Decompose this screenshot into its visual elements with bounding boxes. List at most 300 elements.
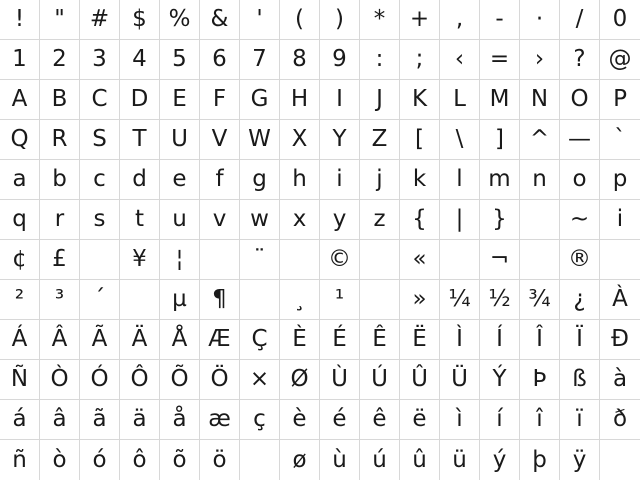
glyph-character: È bbox=[292, 326, 307, 352]
glyph-cell[interactable] bbox=[320, 440, 360, 480]
glyph-cell[interactable] bbox=[40, 80, 80, 120]
glyph-cell[interactable] bbox=[0, 80, 40, 120]
glyph-cell[interactable] bbox=[80, 400, 120, 440]
glyph-cell[interactable] bbox=[0, 40, 40, 80]
glyph-cell[interactable] bbox=[240, 320, 280, 360]
glyph-character: Q bbox=[10, 126, 29, 152]
glyph-cell[interactable] bbox=[560, 280, 600, 320]
glyph-character: î bbox=[536, 406, 543, 432]
glyph-cell[interactable] bbox=[160, 80, 200, 120]
glyph-cell[interactable] bbox=[560, 320, 600, 360]
glyph-character: a bbox=[12, 166, 27, 192]
glyph-cell[interactable] bbox=[320, 120, 360, 160]
glyph-cell[interactable] bbox=[320, 200, 360, 240]
glyph-cell[interactable] bbox=[0, 280, 40, 320]
glyph-cell[interactable] bbox=[120, 320, 160, 360]
glyph-cell[interactable] bbox=[40, 40, 80, 80]
glyph-character: 9 bbox=[332, 46, 347, 72]
glyph-cell[interactable] bbox=[360, 360, 400, 400]
glyph-cell[interactable] bbox=[280, 160, 320, 200]
glyph-character: 5 bbox=[172, 46, 187, 72]
glyph-cell[interactable] bbox=[400, 360, 440, 400]
glyph-character: è bbox=[292, 406, 307, 432]
glyph-character: [ bbox=[415, 126, 424, 152]
glyph-cell[interactable] bbox=[400, 440, 440, 480]
glyph-cell[interactable] bbox=[480, 360, 520, 400]
glyph-cell[interactable] bbox=[480, 280, 520, 320]
glyph-character: ¦ bbox=[175, 246, 184, 272]
glyph-character: m bbox=[488, 166, 511, 192]
glyph-character: × bbox=[249, 366, 270, 392]
glyph-cell[interactable] bbox=[200, 200, 240, 240]
glyph-cell[interactable] bbox=[320, 80, 360, 120]
glyph-character: Ä bbox=[131, 326, 148, 352]
glyph-character: X bbox=[291, 126, 308, 152]
glyph-cell[interactable] bbox=[160, 320, 200, 360]
glyph-character: ^ bbox=[529, 126, 550, 152]
glyph-cell[interactable] bbox=[280, 40, 320, 80]
glyph-cell[interactable] bbox=[80, 360, 120, 400]
glyph-character: Ð bbox=[611, 326, 629, 352]
glyph-cell[interactable] bbox=[160, 0, 200, 40]
glyph-cell[interactable] bbox=[120, 160, 160, 200]
glyph-cell[interactable] bbox=[480, 200, 520, 240]
glyph-character: F bbox=[212, 86, 227, 112]
glyph-cell[interactable] bbox=[440, 440, 480, 480]
glyph-cell[interactable] bbox=[520, 120, 560, 160]
glyph-cell[interactable] bbox=[120, 280, 160, 320]
glyph-cell[interactable] bbox=[440, 80, 480, 120]
glyph-cell[interactable] bbox=[80, 40, 120, 80]
glyph-cell[interactable] bbox=[520, 80, 560, 120]
glyph-cell[interactable] bbox=[80, 200, 120, 240]
glyph-character: ¥ bbox=[132, 246, 147, 272]
glyph-cell[interactable] bbox=[240, 40, 280, 80]
glyph-cell[interactable] bbox=[40, 400, 80, 440]
glyph-cell[interactable] bbox=[40, 440, 80, 480]
glyph-cell[interactable] bbox=[280, 400, 320, 440]
glyph-cell[interactable] bbox=[480, 0, 520, 40]
glyph-character: 8 bbox=[292, 46, 307, 72]
glyph-character: v bbox=[212, 206, 227, 232]
glyph-cell[interactable] bbox=[280, 200, 320, 240]
glyph-cell[interactable] bbox=[120, 240, 160, 280]
glyph-cell[interactable] bbox=[320, 280, 360, 320]
glyph-cell[interactable] bbox=[480, 40, 520, 80]
glyph-character: ~ bbox=[569, 206, 590, 232]
glyph-cell[interactable] bbox=[600, 200, 640, 240]
glyph-cell[interactable] bbox=[40, 240, 80, 280]
glyph-cell[interactable] bbox=[600, 440, 640, 480]
glyph-cell[interactable] bbox=[400, 280, 440, 320]
glyph-character: æ bbox=[208, 406, 231, 432]
glyph-cell[interactable] bbox=[400, 0, 440, 40]
glyph-cell[interactable] bbox=[200, 240, 240, 280]
glyph-character: Ô bbox=[130, 366, 149, 392]
glyph-character: Ö bbox=[210, 366, 229, 392]
glyph-character: á bbox=[12, 406, 27, 432]
glyph-cell[interactable] bbox=[40, 360, 80, 400]
glyph-character: ò bbox=[52, 446, 67, 473]
glyph-cell[interactable] bbox=[600, 400, 640, 440]
glyph-character: Ó bbox=[90, 366, 109, 392]
glyph-cell[interactable] bbox=[600, 320, 640, 360]
glyph-cell[interactable] bbox=[520, 440, 560, 480]
glyph-cell[interactable] bbox=[400, 40, 440, 80]
glyph-character: ' bbox=[256, 6, 263, 32]
glyph-cell[interactable] bbox=[0, 200, 40, 240]
glyph-cell[interactable] bbox=[160, 360, 200, 400]
glyph-character: ã bbox=[92, 406, 107, 432]
glyph-cell[interactable] bbox=[440, 400, 480, 440]
glyph-cell[interactable] bbox=[320, 0, 360, 40]
glyph-cell[interactable] bbox=[560, 120, 600, 160]
glyph-cell[interactable] bbox=[600, 280, 640, 320]
glyph-character: µ bbox=[172, 286, 187, 312]
glyph-character: Ø bbox=[290, 366, 309, 392]
glyph-cell[interactable] bbox=[360, 160, 400, 200]
glyph-cell[interactable] bbox=[160, 440, 200, 480]
glyph-cell[interactable] bbox=[360, 0, 400, 40]
glyph-character: % bbox=[168, 6, 191, 32]
glyph-character: ¹ bbox=[334, 286, 345, 312]
glyph-character: O bbox=[570, 86, 589, 112]
glyph-cell[interactable] bbox=[560, 440, 600, 480]
glyph-cell[interactable] bbox=[40, 160, 80, 200]
glyph-cell[interactable] bbox=[280, 80, 320, 120]
glyph-cell[interactable] bbox=[480, 440, 520, 480]
glyph-cell[interactable] bbox=[240, 400, 280, 440]
glyph-cell[interactable] bbox=[320, 240, 360, 280]
glyph-character: b bbox=[52, 166, 67, 192]
glyph-character: ¶ bbox=[212, 286, 227, 312]
glyph-character: N bbox=[530, 86, 549, 112]
glyph-character: ´ bbox=[93, 286, 106, 312]
glyph-cell[interactable] bbox=[600, 0, 640, 40]
glyph-cell[interactable] bbox=[480, 240, 520, 280]
glyph-character: G bbox=[250, 86, 269, 112]
glyph-character: ø bbox=[292, 446, 307, 473]
glyph-cell[interactable] bbox=[80, 80, 120, 120]
glyph-character: õ bbox=[172, 446, 187, 473]
glyph-character: Û bbox=[411, 366, 428, 392]
glyph-cell[interactable] bbox=[400, 200, 440, 240]
glyph-cell[interactable] bbox=[440, 360, 480, 400]
glyph-character: Õ bbox=[170, 366, 189, 392]
glyph-cell[interactable] bbox=[280, 240, 320, 280]
glyph-cell[interactable] bbox=[120, 0, 160, 40]
glyph-character: ë bbox=[412, 406, 427, 432]
glyph-cell[interactable] bbox=[80, 240, 120, 280]
glyph-cell[interactable] bbox=[560, 200, 600, 240]
glyph-cell[interactable] bbox=[80, 280, 120, 320]
glyph-cell[interactable] bbox=[520, 280, 560, 320]
glyph-cell[interactable] bbox=[160, 120, 200, 160]
glyph-cell[interactable] bbox=[600, 360, 640, 400]
glyph-character: Ì bbox=[456, 326, 463, 352]
glyph-character: Ë bbox=[412, 326, 427, 352]
glyph-cell[interactable] bbox=[520, 240, 560, 280]
glyph-cell[interactable] bbox=[280, 280, 320, 320]
glyph-character: ä bbox=[132, 406, 147, 432]
glyph-character: Ý bbox=[492, 366, 507, 392]
glyph-character: é bbox=[332, 406, 347, 432]
glyph-cell[interactable] bbox=[0, 120, 40, 160]
glyph-cell[interactable] bbox=[440, 0, 480, 40]
glyph-cell[interactable] bbox=[120, 120, 160, 160]
glyph-character: J bbox=[376, 86, 383, 112]
glyph-cell[interactable] bbox=[80, 160, 120, 200]
glyph-cell[interactable] bbox=[120, 360, 160, 400]
glyph-cell[interactable] bbox=[560, 240, 600, 280]
glyph-cell[interactable] bbox=[520, 40, 560, 80]
glyph-cell[interactable] bbox=[400, 320, 440, 360]
glyph-character: ( bbox=[295, 6, 304, 32]
glyph-cell[interactable] bbox=[440, 320, 480, 360]
glyph-cell[interactable] bbox=[440, 40, 480, 80]
glyph-cell[interactable] bbox=[360, 200, 400, 240]
glyph-character: s bbox=[93, 206, 106, 232]
glyph-cell[interactable] bbox=[200, 40, 240, 80]
glyph-cell[interactable] bbox=[280, 360, 320, 400]
glyph-character: E bbox=[172, 86, 187, 112]
glyph-character: & bbox=[210, 6, 229, 32]
glyph-character: Í bbox=[496, 326, 503, 352]
glyph-cell[interactable] bbox=[200, 160, 240, 200]
glyph-character: i bbox=[616, 206, 624, 232]
glyph-cell[interactable] bbox=[280, 0, 320, 40]
glyph-cell[interactable] bbox=[80, 440, 120, 480]
glyph-character: | bbox=[455, 206, 464, 232]
glyph-cell[interactable] bbox=[200, 320, 240, 360]
glyph-cell[interactable] bbox=[600, 40, 640, 80]
glyph-cell[interactable] bbox=[520, 360, 560, 400]
glyph-character: ß bbox=[572, 366, 587, 392]
glyph-character: ³ bbox=[54, 286, 65, 312]
glyph-cell[interactable] bbox=[200, 0, 240, 40]
glyph-cell[interactable] bbox=[360, 240, 400, 280]
glyph-cell[interactable] bbox=[560, 360, 600, 400]
glyph-character: 7 bbox=[252, 46, 267, 72]
glyph-character: å bbox=[172, 406, 187, 432]
glyph-character: y bbox=[332, 206, 347, 232]
glyph-cell[interactable] bbox=[240, 120, 280, 160]
glyph-cell[interactable] bbox=[280, 440, 320, 480]
glyph-cell[interactable] bbox=[240, 440, 280, 480]
glyph-character: S bbox=[92, 126, 107, 152]
glyph-character: Ú bbox=[371, 366, 388, 392]
glyph-character: Å bbox=[171, 326, 188, 352]
glyph-cell[interactable] bbox=[320, 160, 360, 200]
glyph-character: A bbox=[11, 86, 28, 112]
glyph-character: n bbox=[532, 166, 547, 192]
glyph-cell[interactable] bbox=[160, 280, 200, 320]
glyph-cell[interactable] bbox=[280, 320, 320, 360]
glyph-cell[interactable] bbox=[440, 280, 480, 320]
glyph-cell[interactable] bbox=[160, 40, 200, 80]
glyph-cell[interactable] bbox=[520, 160, 560, 200]
glyph-cell[interactable] bbox=[0, 360, 40, 400]
glyph-cell[interactable] bbox=[0, 240, 40, 280]
glyph-cell[interactable] bbox=[80, 120, 120, 160]
glyph-character: ô bbox=[132, 446, 147, 473]
glyph-character: Ò bbox=[50, 366, 69, 392]
glyph-character: ¸ bbox=[293, 286, 306, 312]
glyph-character: T bbox=[132, 126, 147, 152]
glyph-character: ] bbox=[495, 126, 504, 152]
glyph-cell[interactable] bbox=[400, 160, 440, 200]
glyph-cell[interactable] bbox=[160, 200, 200, 240]
glyph-cell[interactable] bbox=[320, 360, 360, 400]
glyph-cell[interactable] bbox=[480, 80, 520, 120]
glyph-cell[interactable] bbox=[440, 160, 480, 200]
glyph-cell[interactable] bbox=[120, 80, 160, 120]
glyph-cell[interactable] bbox=[320, 400, 360, 440]
glyph-cell[interactable] bbox=[480, 400, 520, 440]
glyph-character: ü bbox=[452, 446, 467, 473]
glyph-cell[interactable] bbox=[200, 80, 240, 120]
glyph-character: › bbox=[534, 46, 545, 72]
glyph-cell[interactable] bbox=[120, 40, 160, 80]
glyph-cell[interactable] bbox=[240, 80, 280, 120]
glyph-cell[interactable] bbox=[600, 160, 640, 200]
glyph-character: ó bbox=[92, 446, 107, 473]
glyph-cell[interactable] bbox=[240, 160, 280, 200]
glyph-cell[interactable] bbox=[240, 360, 280, 400]
glyph-cell[interactable] bbox=[360, 440, 400, 480]
glyph-cell[interactable] bbox=[160, 400, 200, 440]
glyph-cell[interactable] bbox=[40, 280, 80, 320]
glyph-cell[interactable] bbox=[560, 80, 600, 120]
glyph-character: Y bbox=[332, 126, 347, 152]
glyph-cell[interactable] bbox=[80, 0, 120, 40]
glyph-character: D bbox=[130, 86, 149, 112]
glyph-cell[interactable] bbox=[360, 80, 400, 120]
glyph-cell[interactable] bbox=[560, 40, 600, 80]
glyph-cell[interactable] bbox=[120, 200, 160, 240]
glyph-character: ® bbox=[568, 246, 591, 272]
glyph-cell[interactable] bbox=[480, 120, 520, 160]
glyph-cell[interactable] bbox=[560, 400, 600, 440]
glyph-character: Z bbox=[371, 126, 388, 152]
glyph-cell[interactable] bbox=[40, 0, 80, 40]
glyph-cell[interactable] bbox=[40, 320, 80, 360]
glyph-cell[interactable] bbox=[320, 320, 360, 360]
glyph-cell[interactable] bbox=[0, 440, 40, 480]
glyph-cell[interactable] bbox=[600, 240, 640, 280]
glyph-character: ú bbox=[372, 446, 387, 473]
glyph-character: Ç bbox=[251, 326, 268, 352]
glyph-cell[interactable] bbox=[360, 120, 400, 160]
glyph-cell[interactable] bbox=[520, 0, 560, 40]
glyph-cell[interactable] bbox=[360, 400, 400, 440]
glyph-cell[interactable] bbox=[240, 240, 280, 280]
glyph-cell[interactable] bbox=[200, 360, 240, 400]
glyph-cell[interactable] bbox=[160, 160, 200, 200]
glyph-character: t bbox=[134, 206, 145, 232]
glyph-character: C bbox=[91, 86, 108, 112]
glyph-cell[interactable] bbox=[40, 120, 80, 160]
glyph-cell[interactable] bbox=[520, 200, 560, 240]
glyph-character: z bbox=[373, 206, 386, 232]
glyph-character: B bbox=[51, 86, 68, 112]
glyph-cell[interactable] bbox=[560, 160, 600, 200]
glyph-character: I bbox=[336, 86, 343, 112]
glyph-cell[interactable] bbox=[280, 120, 320, 160]
glyph-cell[interactable] bbox=[520, 400, 560, 440]
glyph-cell[interactable] bbox=[40, 200, 80, 240]
glyph-cell[interactable] bbox=[160, 240, 200, 280]
glyph-character: 4 bbox=[132, 46, 147, 72]
glyph-character: { bbox=[412, 206, 427, 232]
glyph-character: £ bbox=[52, 246, 67, 272]
glyph-character: = bbox=[489, 46, 510, 72]
glyph-character: - bbox=[495, 6, 504, 32]
glyph-cell[interactable] bbox=[120, 440, 160, 480]
glyph-character: # bbox=[89, 6, 110, 32]
glyph-character: K bbox=[411, 86, 428, 112]
glyph-cell[interactable] bbox=[360, 280, 400, 320]
glyph-character: j bbox=[376, 166, 383, 192]
glyph-cell[interactable] bbox=[480, 160, 520, 200]
glyph-character: 6 bbox=[212, 46, 227, 72]
glyph-cell[interactable] bbox=[560, 0, 600, 40]
glyph-cell[interactable] bbox=[0, 0, 40, 40]
glyph-character: Ü bbox=[451, 366, 468, 392]
glyph-cell[interactable] bbox=[600, 80, 640, 120]
glyph-cell[interactable] bbox=[440, 120, 480, 160]
glyph-character: k bbox=[412, 166, 427, 192]
glyph-cell[interactable] bbox=[440, 200, 480, 240]
glyph-character: h bbox=[292, 166, 307, 192]
glyph-cell[interactable] bbox=[600, 120, 640, 160]
glyph-cell[interactable] bbox=[200, 440, 240, 480]
glyph-cell[interactable] bbox=[240, 200, 280, 240]
glyph-cell[interactable] bbox=[80, 320, 120, 360]
glyph-cell[interactable] bbox=[400, 80, 440, 120]
glyph-cell[interactable] bbox=[320, 40, 360, 80]
glyph-cell[interactable] bbox=[200, 120, 240, 160]
glyph-cell[interactable] bbox=[200, 400, 240, 440]
glyph-cell[interactable] bbox=[400, 240, 440, 280]
glyph-character: « bbox=[412, 246, 427, 272]
glyph-character: Æ bbox=[208, 326, 231, 352]
glyph-cell[interactable] bbox=[400, 120, 440, 160]
glyph-cell[interactable] bbox=[480, 320, 520, 360]
glyph-cell[interactable] bbox=[0, 160, 40, 200]
glyph-cell[interactable] bbox=[400, 400, 440, 440]
glyph-cell[interactable] bbox=[440, 240, 480, 280]
glyph-character: f bbox=[215, 166, 224, 192]
glyph-character: þ bbox=[532, 446, 547, 473]
glyph-cell[interactable] bbox=[0, 400, 40, 440]
glyph-cell[interactable] bbox=[520, 320, 560, 360]
glyph-character: \ bbox=[455, 126, 464, 152]
glyph-cell[interactable] bbox=[240, 0, 280, 40]
glyph-cell[interactable] bbox=[120, 400, 160, 440]
glyph-character: ¬ bbox=[489, 246, 510, 272]
glyph-character: i bbox=[336, 166, 343, 192]
glyph-character: û bbox=[412, 446, 427, 473]
glyph-character: ² bbox=[14, 286, 25, 312]
glyph-character: } bbox=[492, 206, 507, 232]
glyph-cell[interactable] bbox=[200, 280, 240, 320]
glyph-cell[interactable] bbox=[360, 40, 400, 80]
glyph-cell[interactable] bbox=[240, 280, 280, 320]
glyph-cell[interactable] bbox=[360, 320, 400, 360]
glyph-cell[interactable] bbox=[0, 320, 40, 360]
glyph-character: Ï bbox=[576, 326, 583, 352]
